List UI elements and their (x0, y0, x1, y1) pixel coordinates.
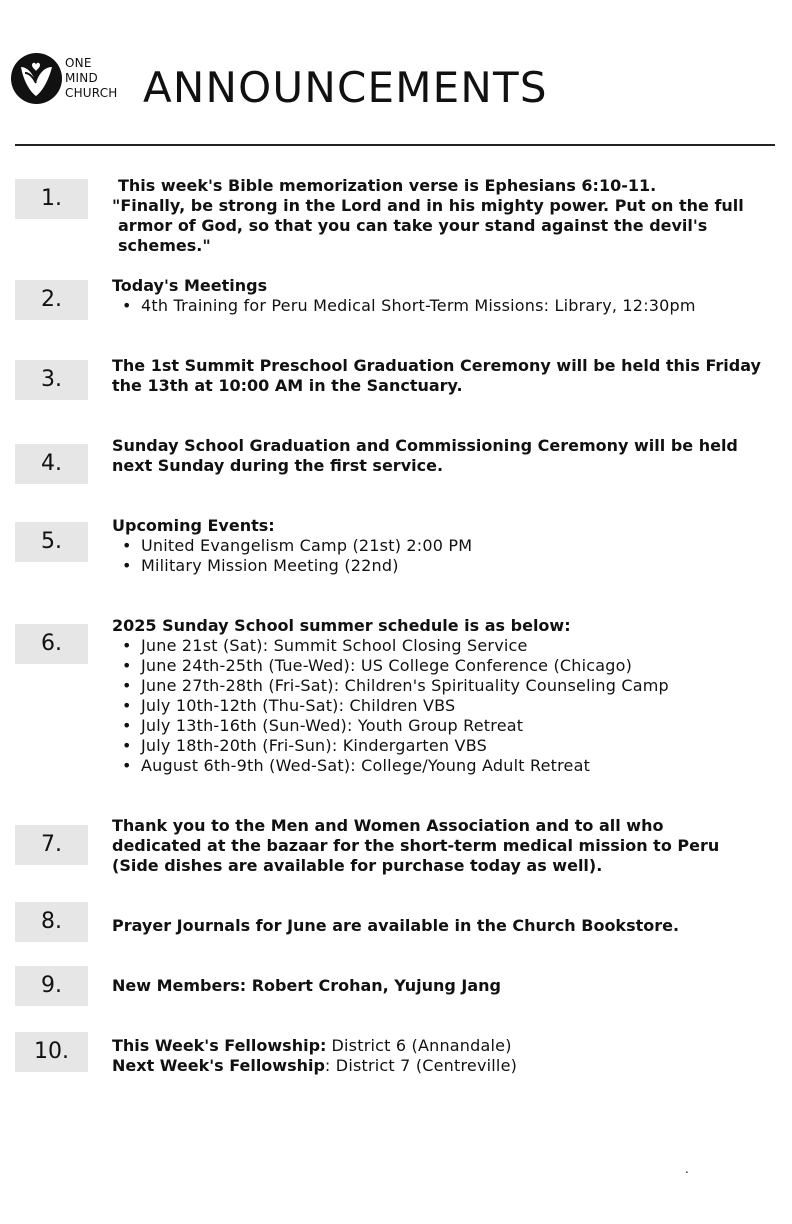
item-number-badge: 3. (15, 360, 88, 400)
announcement-item-3: The 1st Summit Preschool Graduation Ceremony will be held this Friday the 13th at 10:00 AM in the Sanctuary. (112, 356, 761, 395)
bullet-list (112, 296, 772, 316)
footer-mark: . (685, 1162, 689, 1176)
announcement-item-9: New Members: Robert Crohan, Yujung Jang (112, 976, 501, 995)
announcement-item-10 (112, 1036, 772, 1076)
item-number-badge: 4. (15, 444, 88, 484)
list-item: • July 13th-16th (Sun-Wed): Youth Group Retreat (112, 716, 772, 736)
list-item: • United Evangelism Camp (21st) 2:00 PM (112, 536, 772, 556)
announcement-item-7: Thank you to the Men and Women Association and to all who dedicated at the bazaar for the short-term medical mission to Peru (Side dishes are available for purchase today as well). (112, 816, 720, 875)
item-number-badge: 6. (15, 624, 88, 664)
page-header (0, 0, 792, 146)
item-number-badge: 2. (15, 280, 88, 320)
list-item: • June 27th-28th (Fri-Sat): Children's Spirituality Counseling Camp (112, 676, 772, 696)
list-item: • June 24th-25th (Tue-Wed): US College Conference (Chicago) (112, 656, 772, 676)
item-number-badge: 5. (15, 522, 88, 562)
bullet-list (112, 536, 772, 576)
announcement-item-2: Today's Meetings • 4th Training for Peru Medical Short-Term Missions: Library, 12:30pm (112, 276, 772, 316)
header-divider (15, 144, 775, 146)
announcement-item-4: Sunday School Graduation and Commissioning Ceremony will be held next Sunday during the first service. (112, 436, 738, 475)
fellowship-this-week-label: This Week's Fellowship: (112, 1036, 327, 1055)
fellowship-this-week-value: District 6 (Annandale) (331, 1036, 512, 1055)
church-logo-icon (11, 53, 62, 104)
item-number-badge: 8. (15, 902, 88, 942)
list-item: • Military Mission Meeting (22nd) (112, 556, 772, 576)
item-number-badge: 9. (15, 966, 88, 1006)
list-item: • July 10th-12th (Thu-Sat): Children VBS (112, 696, 772, 716)
item-number-badge: 10. (15, 1032, 88, 1072)
fellowship-next-week-value: : District 7 (Centreville) (324, 1056, 518, 1075)
list-item: • 4th Training for Peru Medical Short-Term Missions: Library, 12:30pm (112, 296, 772, 316)
bullet-list (112, 636, 772, 776)
announcement-item-6: 2025 Sunday School summer schedule is as below: • June 21st (Sat): Summit School Closing Service • June 24th-25th (Tue-Wed): US College Conference (Chicago) • June 27th-28th (Fri-Sat): Children's Spirituality Counseling Camp • July 10th-12th (Thu-Sat): Children VBS • July 13th-16th (Sun-Wed): Youth Group Retreat • July 18th-20th (Fri-Sun): Kindergarten VBS • August 6th-9th (Wed-Sat): College/Young Adult Retreat (112, 616, 772, 776)
page-title: ANNOUNCEMENTS (143, 63, 548, 112)
item-number-badge: 7. (15, 825, 88, 865)
announcement-item-8: Prayer Journals for June are available in the Church Bookstore. (112, 916, 680, 935)
list-item: • August 6th-9th (Wed-Sat): College/Young Adult Retreat (112, 756, 772, 776)
fellowship-next-week-label: Next Week's Fellowship (112, 1056, 325, 1075)
item-number-badge: 1. (15, 179, 88, 219)
announcement-item-5: Upcoming Events: • United Evangelism Camp (21st) 2:00 PM • Military Mission Meeting (22nd) (112, 516, 772, 576)
list-item: • June 21st (Sat): Summit School Closing Service (112, 636, 772, 656)
list-item: • July 18th-20th (Fri-Sun): Kindergarten VBS (112, 736, 772, 756)
announcement-item-1: This week's Bible memorization verse is Ephesians 6:10-11. "Finally, be strong in the Lord and in his mighty power. Put on the full armor of God, so that you can take your stand against the devil's schemes." (112, 176, 744, 255)
church-logo-text: ONE MIND CHURCH (65, 56, 118, 100)
